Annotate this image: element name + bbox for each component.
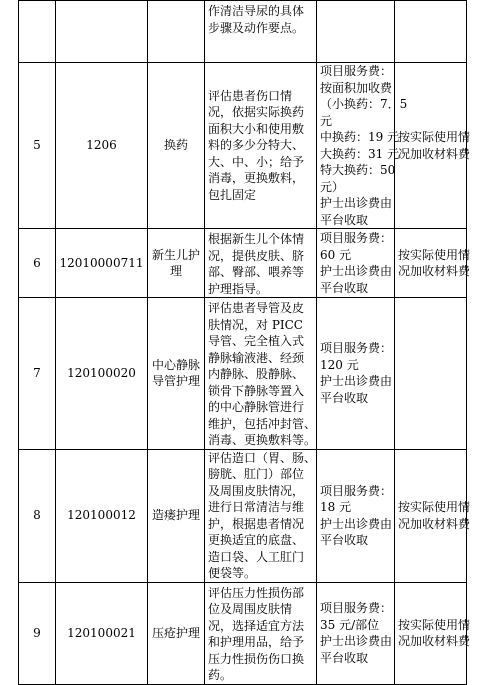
content-line: 进行日常清洁与维: [208, 500, 305, 514]
price-line: 按面积加收费: [320, 80, 393, 95]
item-code: 120100020: [56, 298, 148, 450]
content-line: 内静脉、股静脉、: [208, 367, 305, 381]
price-line: 项目服务费：: [320, 341, 393, 356]
content-line: 护，根据患者情况: [208, 516, 305, 531]
content-line: 和护理用品，给予: [208, 635, 305, 649]
price-line: 护士出诊费由: [320, 516, 393, 531]
content-line: 根据新生儿个体情: [208, 232, 305, 246]
row-number: [19, 1, 56, 63]
content-line: 评估患者导管及皮: [208, 301, 305, 315]
price-info: [317, 298, 395, 450]
remark-line: 况加收材料费: [398, 264, 471, 278]
service-content: [205, 229, 317, 298]
table-row: [19, 229, 467, 298]
name-line: 造瘘护理: [151, 508, 200, 523]
item-name: [148, 63, 205, 229]
remark-line: 按实际使用情: [398, 500, 471, 514]
price-line: 平台收取: [320, 650, 369, 665]
item-name: [148, 582, 205, 684]
remark: [395, 63, 471, 229]
content-line: 导管、完全植入式: [208, 334, 305, 348]
content-line: 更换适宜的底盘、: [208, 533, 305, 547]
content-line: 膀胱、肛门）部位: [208, 467, 305, 481]
row-number: 9: [19, 582, 56, 684]
content-line: 作清洁导尿的具体: [208, 4, 305, 18]
item-name: [148, 449, 205, 582]
remark: [395, 582, 471, 684]
table-row: [19, 582, 467, 684]
price-info: [317, 63, 408, 229]
price-line: 平台收取: [320, 533, 369, 547]
row-number: 6: [19, 229, 56, 298]
price-line: 项目服务费：: [320, 64, 393, 78]
remark: [395, 229, 471, 298]
name-line: 压疮护理: [151, 625, 200, 640]
content-line: 造口袋、人工肛门: [208, 549, 305, 564]
service-content: [205, 449, 317, 582]
content-line: 包扎固定: [208, 187, 257, 202]
content-line: 药。: [208, 668, 233, 682]
table-row: [19, 63, 467, 229]
table-row: [19, 298, 467, 450]
content-line: 步骤及动作要点。: [208, 20, 305, 35]
item-name: [148, 229, 205, 298]
content-line: 便袋等。: [208, 566, 257, 580]
price-line: 项目服务费：: [320, 483, 393, 498]
content-line: 消毒，更换敷料，: [208, 171, 305, 186]
row-number: 7: [19, 298, 56, 450]
content-line: 料的多少分特大、: [208, 138, 305, 153]
price-line: 120 元: [320, 357, 359, 372]
content-line: 面积大小和使用敷: [208, 121, 305, 136]
content-line: 评估造口（胃、肠、: [208, 450, 317, 465]
content-line: 护理指导。: [208, 281, 269, 296]
content-line: 及周围皮肤情况，: [208, 483, 305, 498]
price-line: 护士出诊费由: [320, 196, 393, 210]
remark-line: 况加收材料费: [398, 146, 471, 161]
service-content: [205, 298, 317, 450]
price-line: 项目服务费：: [320, 231, 393, 245]
content-line: 静脉输液港、经颈: [208, 350, 305, 365]
content-line: 况，选择适宜方法: [208, 618, 305, 633]
service-fee-table: [18, 0, 471, 685]
price-line: 护士出诊费由: [320, 264, 393, 278]
price-line: 元）: [320, 179, 345, 194]
item-name: [148, 1, 205, 63]
content-line: 评估压力性损伤部: [208, 585, 305, 600]
table-row: [19, 1, 467, 63]
remark-line: 况加收材料费: [398, 516, 471, 531]
content-line: 肤情况，对 PICC: [208, 317, 303, 332]
remark: [395, 449, 471, 582]
content-line: 大、中、小；给予: [208, 154, 305, 169]
price-line: 平台收取: [320, 212, 369, 227]
remark: [395, 1, 467, 63]
price-line: 项目服务费：: [320, 601, 393, 615]
price-info: [317, 1, 395, 63]
item-code: 12010000711: [56, 229, 148, 298]
item-code: 1206: [56, 63, 148, 229]
name-line: 导管护理: [151, 374, 200, 389]
remark: [395, 298, 467, 450]
price-info: [317, 229, 395, 298]
service-content: [205, 63, 317, 229]
price-line: 护士出诊费由: [320, 634, 393, 648]
item-code: 120100021: [56, 582, 148, 684]
name-line: 换药: [163, 138, 188, 153]
content-line: 锁骨下静脉等置入: [208, 383, 305, 398]
price-info: [317, 449, 395, 582]
remark-line: 按实际使用情: [398, 247, 471, 262]
item-name: [148, 298, 205, 450]
price-line: 60 元: [320, 247, 352, 262]
name-line: 新生儿护: [151, 247, 200, 262]
content-line: 消毒、更换敷料等。: [208, 433, 317, 447]
table-row: [19, 449, 467, 582]
remark-line: 况加收材料费: [398, 634, 471, 648]
price-line: 护士出诊费由: [320, 374, 393, 389]
content-line: 评估患者伤口情: [208, 88, 293, 103]
remark-line: 按实际使用情: [398, 617, 471, 632]
price-line: 元: [320, 113, 333, 128]
row-number: 8: [19, 449, 56, 582]
content-line: 部、臀部、喂养等: [208, 265, 305, 279]
name-line: 理: [169, 264, 182, 278]
name-line: 中心静脉: [151, 357, 200, 372]
price-line: 35 元/部位: [320, 617, 380, 632]
service-content: [205, 1, 317, 63]
price-line: 大换药：31 元: [320, 146, 400, 161]
content-line: 况，依据实际换药: [208, 105, 305, 120]
item-code: [56, 1, 148, 63]
price-line: 18 元: [320, 500, 352, 514]
price-line: 特大换药：50: [320, 163, 396, 177]
content-line: 压力性损伤伤口换: [208, 651, 305, 666]
remark-line: 按实际使用情: [398, 130, 471, 144]
service-content: [205, 582, 317, 684]
row-number: 5: [19, 63, 56, 229]
price-line: 平台收取: [320, 390, 369, 405]
price-line: （小换药：7．5: [320, 97, 408, 111]
price-line: 平台收取: [320, 280, 369, 295]
item-code: 120100012: [56, 449, 148, 582]
content-line: 况，提供皮肤、脐: [208, 248, 305, 263]
price-line: 中换药：19 元: [320, 130, 400, 144]
price-info: [317, 582, 395, 684]
content-line: 的中心静脉管进行: [208, 400, 305, 414]
content-line: 维护，包括冲封管、: [208, 416, 317, 431]
content-line: 位及周围皮肤情: [208, 602, 293, 616]
